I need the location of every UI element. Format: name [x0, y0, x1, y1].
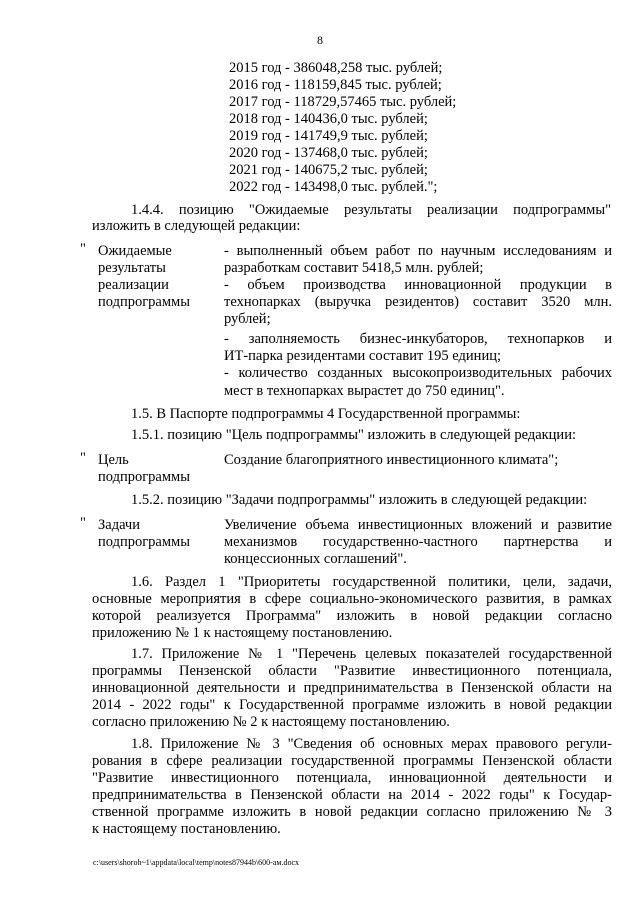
results-label-line: подпрограммы	[98, 294, 190, 310]
paragraph-1-8-line: к настоящему постановлению.	[92, 821, 281, 837]
tasks-value-line: концессионных соглашений".	[224, 551, 407, 567]
funding-year-line: 2018 год - 140436,0 тыс. рублей;	[229, 111, 428, 127]
paragraph-1-8-line: 1.8. Приложение № 3 "Сведения об основных мерах правового регули-	[131, 736, 612, 752]
results-label-line: реализации	[98, 277, 169, 293]
tasks-label-line: Задачи	[98, 517, 140, 533]
funding-year-line: 2017 год - 118729,57465 тыс. рублей;	[229, 94, 457, 110]
results-value-line: мест в технопарках вырастет до 750 единиц".	[224, 383, 505, 399]
paragraph-1-7-line: 1.7. Приложение № 1 "Перечень целевых показателей государственной	[131, 646, 612, 662]
paragraph-1-7-line: согласно приложению № 2 к настоящему постановлению.	[92, 714, 450, 730]
goal-label-line: подпрограммы	[98, 469, 190, 485]
paragraph-1-4-4-line: изложить в следующей редакции:	[92, 218, 301, 234]
paragraph-1-6-line: 1.6. Раздел 1 "Приоритеты государственной политики, цели, задачи,	[131, 574, 612, 590]
paragraph-1-5-1: 1.5.1. позицию "Цель подпрограммы" изложить в следующей редакции:	[131, 427, 576, 443]
results-value-line: технопарках (выручка резидентов) составит 3520 млн.	[224, 294, 612, 310]
paragraph-1-7-line: инновационной деятельности и предпринимательства в Пензенской области на	[92, 680, 612, 696]
tasks-label-line: подпрограммы	[98, 534, 190, 550]
opening-quote: "	[80, 241, 86, 257]
paragraph-1-5: 1.5. В Паспорте подпрограммы 4 Государственной программы:	[131, 406, 521, 422]
funding-year-line: 2016 год - 118159,845 тыс. рублей;	[229, 77, 442, 93]
results-value-line: - заполняемость бизнес-инкубаторов, технопарков и	[224, 331, 612, 347]
results-label-line: результаты	[98, 260, 166, 276]
funding-year-line: 2015 год - 386048,258 тыс. рублей;	[229, 60, 443, 76]
paragraph-1-8-line: ственной программе изложить в новой редакции согласно приложению № 3	[92, 804, 612, 820]
funding-year-line: 2020 год - 137468,0 тыс. рублей;	[229, 145, 428, 161]
results-value-line: разработкам составит 5418,5 млн. рублей;	[224, 260, 484, 276]
funding-year-line: 2019 год - 141749,9 тыс. рублей;	[229, 128, 428, 144]
tasks-value-line: Увеличение объема инвестиционных вложений и развитие	[224, 517, 612, 533]
results-value-line: - количество созданных высокопроизводительных рабочих	[224, 365, 612, 381]
results-value-line: - объем производства инновационной продукции в	[224, 277, 612, 293]
tasks-value-line: механизмов государственно-частного партнерства и	[224, 534, 612, 550]
paragraph-1-6-line: приложению № 1 к настоящему постановлению.	[92, 625, 393, 641]
results-value-line: ИТ-парка резидентами составит 195 единиц;	[224, 348, 501, 364]
paragraph-1-8-line: "Развитие инвестиционного потенциала, инновационной деятельности и	[92, 770, 612, 786]
funding-year-line: 2021 год - 140675,2 тыс. рублей;	[229, 162, 428, 178]
paragraph-1-8-line: предпринимательства в Пензенской области на 2014 - 2022 годы" к Государ-	[92, 787, 612, 803]
funding-year-line: 2022 год - 143498,0 тыс. рублей.";	[229, 179, 438, 195]
results-value-line: рублей;	[224, 311, 271, 327]
paragraph-1-7-line: 2014 - 2022 годы" к Государственной программе изложить в новой редакции	[92, 697, 612, 713]
opening-quote: "	[80, 450, 86, 466]
results-value-line: - выполненный объем работ по научным исследованиям и	[224, 243, 612, 259]
results-label-line: Ожидаемые	[98, 243, 172, 259]
footer-file-path: c:\users\shoroh~1\appdata\local\temp\notes87944b\600-ам.docx	[93, 858, 300, 867]
paragraph-1-8-line: рования в сфере реализации государственной программы Пензенской области	[92, 753, 612, 769]
paragraph-1-6-line: основные мероприятия в сфере социально-экономического развития, в рамках	[92, 591, 612, 607]
goal-value: Создание благоприятного инвестиционного климата";	[224, 452, 559, 468]
goal-label-line: Цель	[98, 452, 129, 468]
page-number: 8	[317, 33, 323, 47]
paragraph-1-7-line: программы Пензенской области "Развитие инвестиционного потенциала,	[92, 663, 612, 679]
paragraph-1-6-line: которой реализуется Программа" изложить в новой редакции согласно	[92, 608, 612, 624]
paragraph-1-5-2: 1.5.2. позицию "Задачи подпрограммы" изложить в следующей редакции:	[131, 492, 588, 508]
paragraph-1-4-4-line: 1.4.4. позицию "Ожидаемые результаты реализации подпрограммы"	[131, 202, 611, 218]
opening-quote: "	[80, 515, 86, 531]
